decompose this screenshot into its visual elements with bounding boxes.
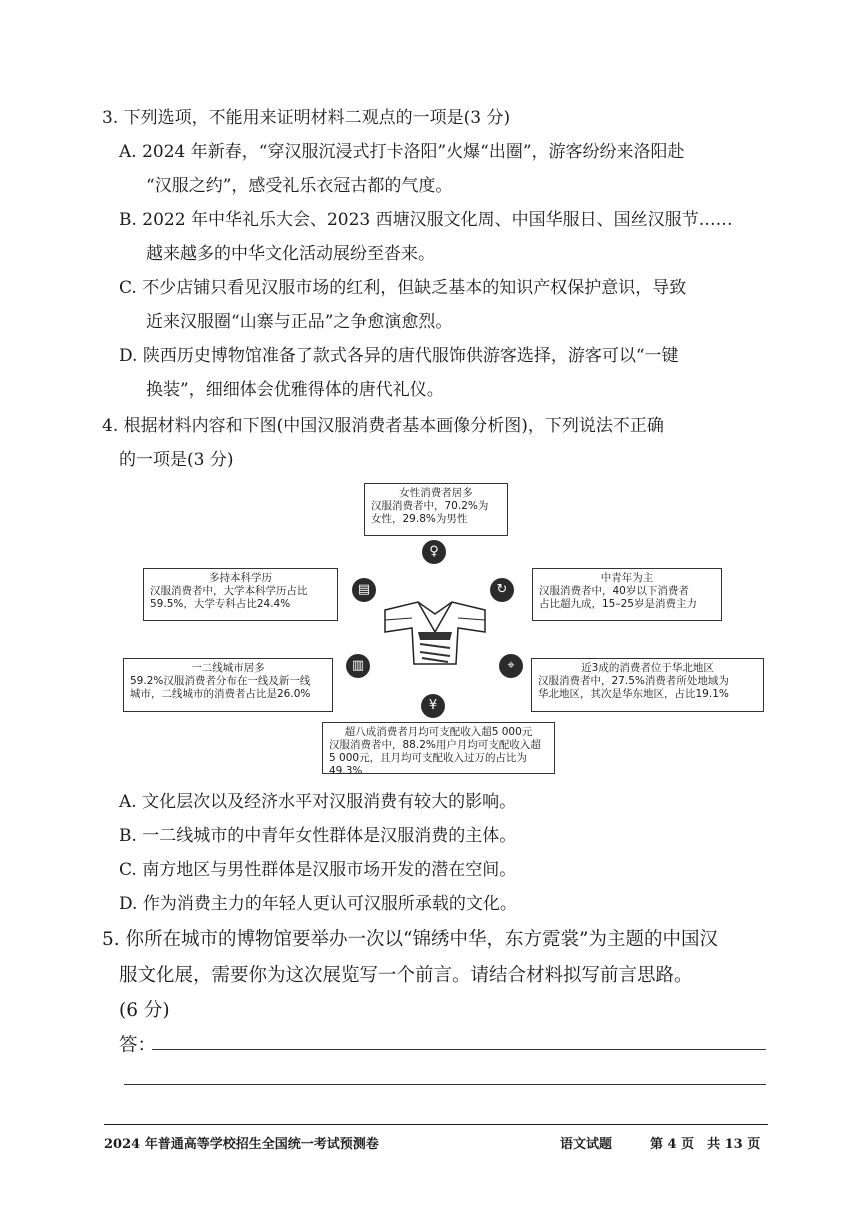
q3-option-a-line1: A. 2024 年新春，“穿汉服沉浸式打卡洛阳”火爆“出圈”，游客纷纷来洛阳赴 — [119, 142, 685, 162]
q3-option-b-line1: B. 2022 年中华礼乐大会、2023 西塘汉服文化周、中国华服日、国丝汉服节…… — [119, 210, 733, 230]
q4-option-a: A. 文化层次以及经济水平对汉服消费有较大的影响。 — [119, 792, 517, 812]
gender-title: 女性消费者居多 — [399, 487, 473, 499]
answer-line-1[interactable] — [152, 1049, 766, 1050]
gender-box — [364, 483, 508, 536]
region-box — [531, 658, 764, 712]
q5-stem-line3: (6 分) — [119, 1000, 170, 1021]
footer-page-number: 第 4 页 共 13 页 — [650, 1137, 761, 1152]
q4-stem-line1: 4. 根据材料内容和下图(中国汉服消费者基本画像分析图)，下列说法不正确 — [102, 416, 664, 436]
income-box — [322, 722, 555, 777]
income-title: 超八成消费者月均可支配收入超5 000元 — [344, 726, 533, 738]
income-body: 汉服消费者中，88.2%用户月均可支配收入超 5 000元，且月均可支配收入过万的占比为49.3% — [329, 739, 541, 777]
education-box — [143, 568, 338, 621]
answer-line-2[interactable] — [124, 1084, 766, 1085]
q5-stem-line2: 服文化展，需要你为这次展览写一个前言。请结合材料拟写前言思路。 — [119, 965, 693, 986]
q3-stem: 3. 下列选项，不能用来证明材料二观点的一项是(3 分) — [102, 108, 511, 128]
q3-option-b-line2: 越来越多的中华文化活动展纷至沓来。 — [146, 244, 435, 264]
q3-option-a-line2: “汉服之约”，感受礼乐衣冠古都的气度。 — [146, 176, 453, 196]
location-pin-icon: ⌖ — [499, 654, 523, 678]
q4-option-d: D. 作为消费主力的年轻人更认可汉服所承载的文化。 — [119, 894, 517, 914]
city-buildings-icon: ▥ — [346, 654, 370, 678]
region-body: 汉服消费者中，27.5%消费者所处地域为 华北地区，其次是华东地区，占比19.1% — [538, 675, 729, 700]
q4-option-c: C. 南方地区与男性群体是汉服市场开发的潜在空间。 — [119, 860, 517, 880]
education-body: 汉服消费者中，大学本科学历占比 59.5%，大学专科占比24.4% — [150, 585, 308, 610]
income-icon: ¥ — [421, 694, 445, 718]
q3-option-d-line1: D. 陕西历史博物馆准备了款式各异的唐代服饰供游客选择，游客可以“一键 — [119, 346, 679, 366]
city-body: 59.2%汉服消费者分布在一线及新一线 城市，二线城市的消费者占比是26.0% — [130, 675, 311, 700]
education-title: 多持本科学历 — [209, 572, 272, 584]
q4-stem-line2: 的一项是(3 分) — [119, 450, 234, 470]
answer-label: 答： — [119, 1035, 157, 1056]
q3-option-c-line1: C. 不少店铺只看见汉服市场的红利，但缺乏基本的知识产权保护意识，导致 — [119, 278, 687, 298]
diploma-icon: ▤ — [352, 578, 376, 602]
age-icon: ↻ — [490, 578, 514, 602]
gender-body: 汉服消费者中，70.2%为 女性，29.8%为男性 — [371, 500, 489, 525]
footer-subject: 语文试题 — [560, 1137, 613, 1152]
q3-option-c-line2: 近来汉服圈“山寨与正品”之争愈演愈烈。 — [146, 312, 453, 332]
city-title: 一二线城市居多 — [191, 662, 265, 674]
age-body: 汉服消费者中，40岁以下消费者 占比超九成，15–25岁是消费主力 — [539, 585, 697, 610]
q5-stem-line1: 5. 你所在城市的博物馆要举办一次以“锦绣中华，东方霓裳”为主题的中国汉 — [102, 929, 718, 950]
q4-option-b: B. 一二线城市的中青年女性群体是汉服消费的主体。 — [119, 826, 517, 846]
q3-option-d-line2: 换装”，细细体会优雅得体的唐代礼仪。 — [146, 380, 444, 400]
city-box — [123, 658, 333, 712]
female-icon: ♀ — [422, 540, 446, 564]
footer-rule — [104, 1124, 768, 1125]
age-title: 中青年为主 — [600, 572, 654, 584]
age-box — [532, 568, 722, 621]
footer-exam-title: 2024 年普通高等学校招生全国统一考试预测卷 — [104, 1137, 379, 1152]
hanfu-illustration — [380, 592, 490, 670]
region-title: 近3成的消费者位于华北地区 — [581, 662, 714, 674]
